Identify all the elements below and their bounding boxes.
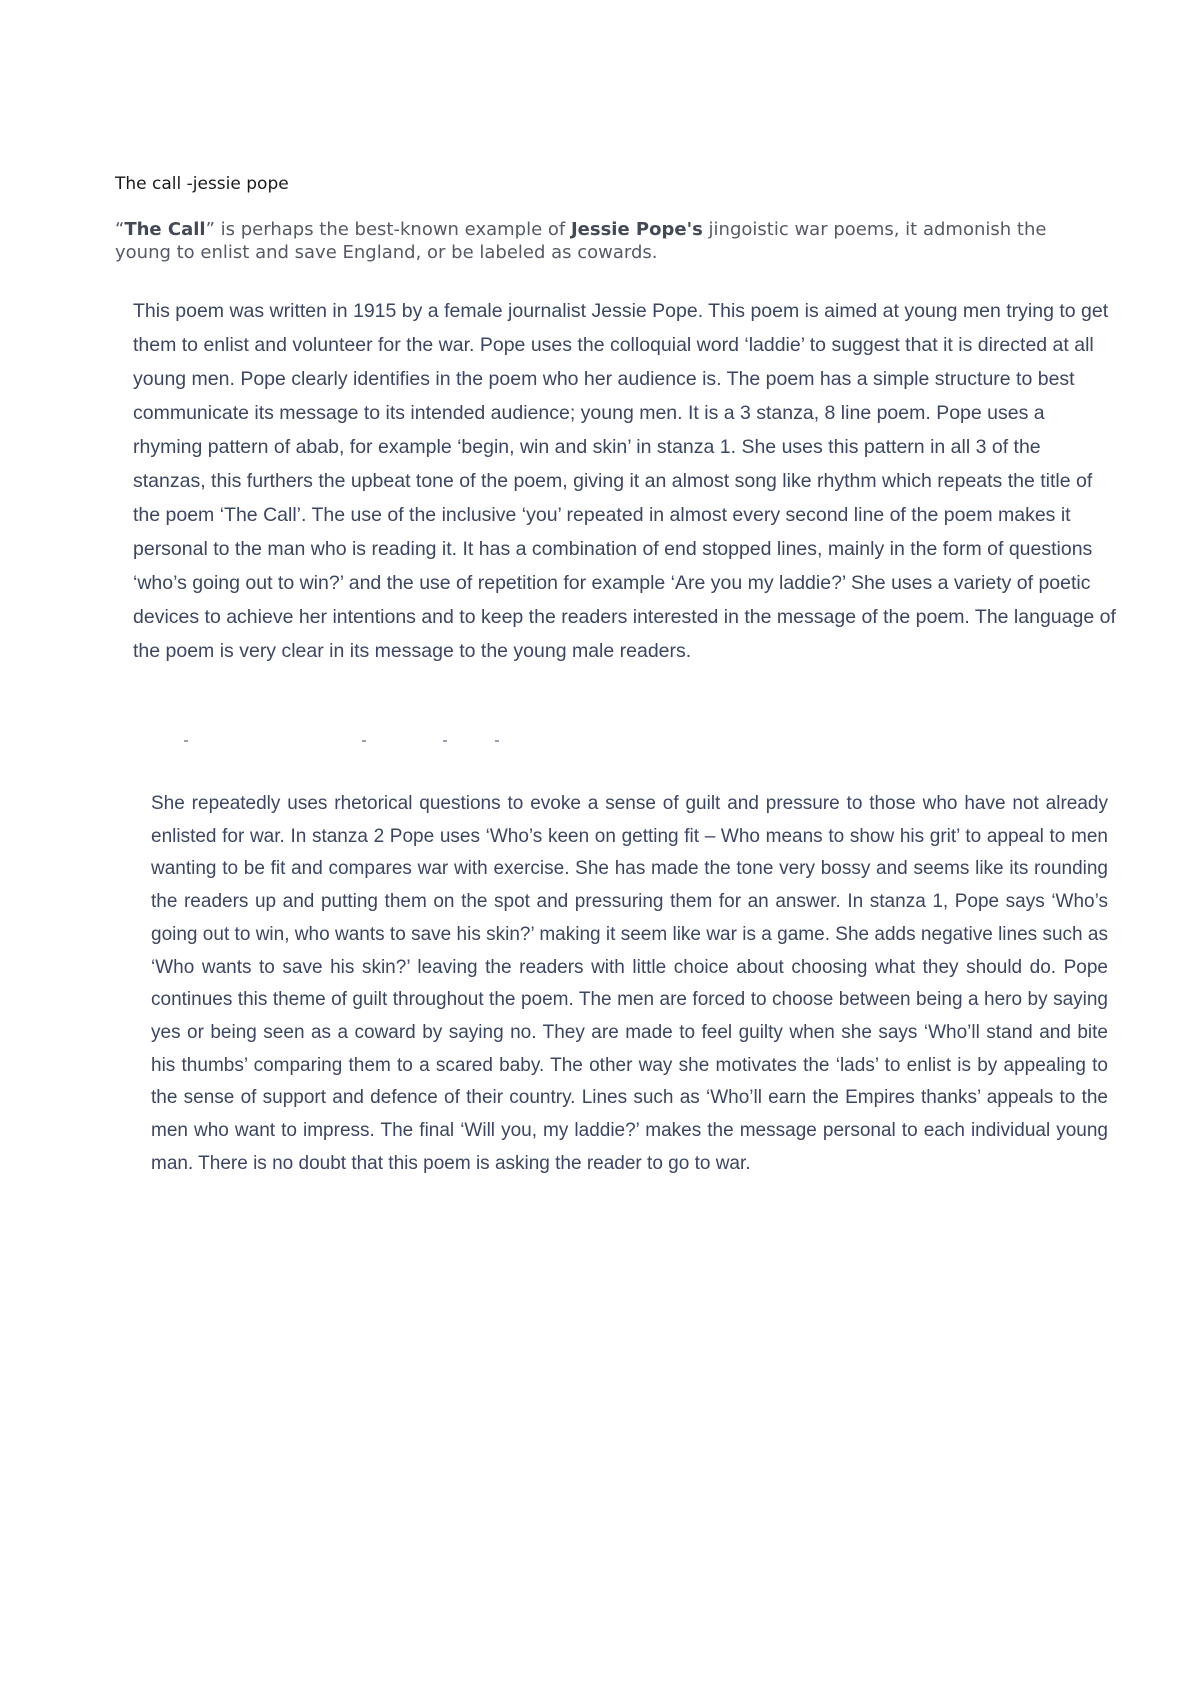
intro-author-name: Jessie Pope's [570,219,703,240]
scan-artifact-mark [443,740,447,742]
scan-artifact-mark [495,740,499,742]
document-title: The call -jessie pope [115,174,289,194]
intro-poem-title: The Call [124,219,206,240]
intro-open-quote: “ [115,219,125,240]
analysis-paragraph-2: She repeatedly uses rhetorical questions to evoke a sense of guilt and pressure to those who have not already enlisted for war. In stanza 2 Pope uses ‘Who’s keen on getting fit – Who means to show his grit’ to appeal to men wanting to be fit and compares war with exercise. She has made the tone very bossy and seems like its rounding the readers up and putting them on the spot and pressuring them for an answer. In stanza 1, Pope says ‘Who’s going out to win, who wants to save his skin?’ making it seem like war is a game. She adds negative lines such as ‘Who wants to save his skin?’ leaving the readers with little choice about choosing what they should do. Pope continues this theme of guilt throughout the poem. The men are forced to choose between being a hero by saying yes or being seen as a coward by saying no. They are made to feel guilty when she says ‘Who’ll stand and bite his thumbs’ comparing them to a scared baby. The other way she motivates the ‘lads’ to enlist is by appealing to the sense of support and defence of their country. Lines such as ‘Who’ll earn the Empires thanks’ appeals to the men who want to impress. The final ‘Will you, my laddie?’ makes the message personal to each individual young man. There is no doubt that this poem is asking the reader to go to war. [151,793,1108,1174]
scan-artifact-mark [362,740,366,742]
analysis-paragraph-1: This poem was written in 1915 by a female journalist Jessie Pope. This poem is aimed at young men trying to get them to enlist and volunteer for the war. Pope uses the colloquial word ‘laddie’ to suggest that it is directed at all young men. Pope clearly identifies in the poem who her audience is. The poem has a simple structure to best communicate its message to its intended audience; young men. It is a 3 stanza, 8 line poem. Pope uses a rhyming pattern of abab, for example ‘begin, win and skin’ in stanza 1. She uses this pattern in all 3 of the stanzas, this furthers the upbeat tone of the poem, giving it an almost song like rhythm which repeats the title of the poem ‘The Call’. The use of the inclusive ‘you’ repeated in almost every second line of the poem makes it personal to the man who is reading it. It has a combination of end stopped lines, mainly in the form of questions ‘who’s going out to win?’ and the use of repetition for example ‘Are you my laddie?’ She uses a variety of poetic devices to achieve her intentions and to keep the readers interested in the message of the poem. The language of the poem is very clear in its message to the young male readers. [133,300,1116,662]
intro-text-1: is perhaps the best-known example of [214,219,571,240]
intro-paragraph [115,218,1075,264]
intro-close-quote: ” [205,219,215,240]
scan-artifact-mark [184,740,188,742]
intro-text-2: jingoistic war poems, it admonish the young to enlist and save England, or be labeled as cowards. [115,219,1047,263]
